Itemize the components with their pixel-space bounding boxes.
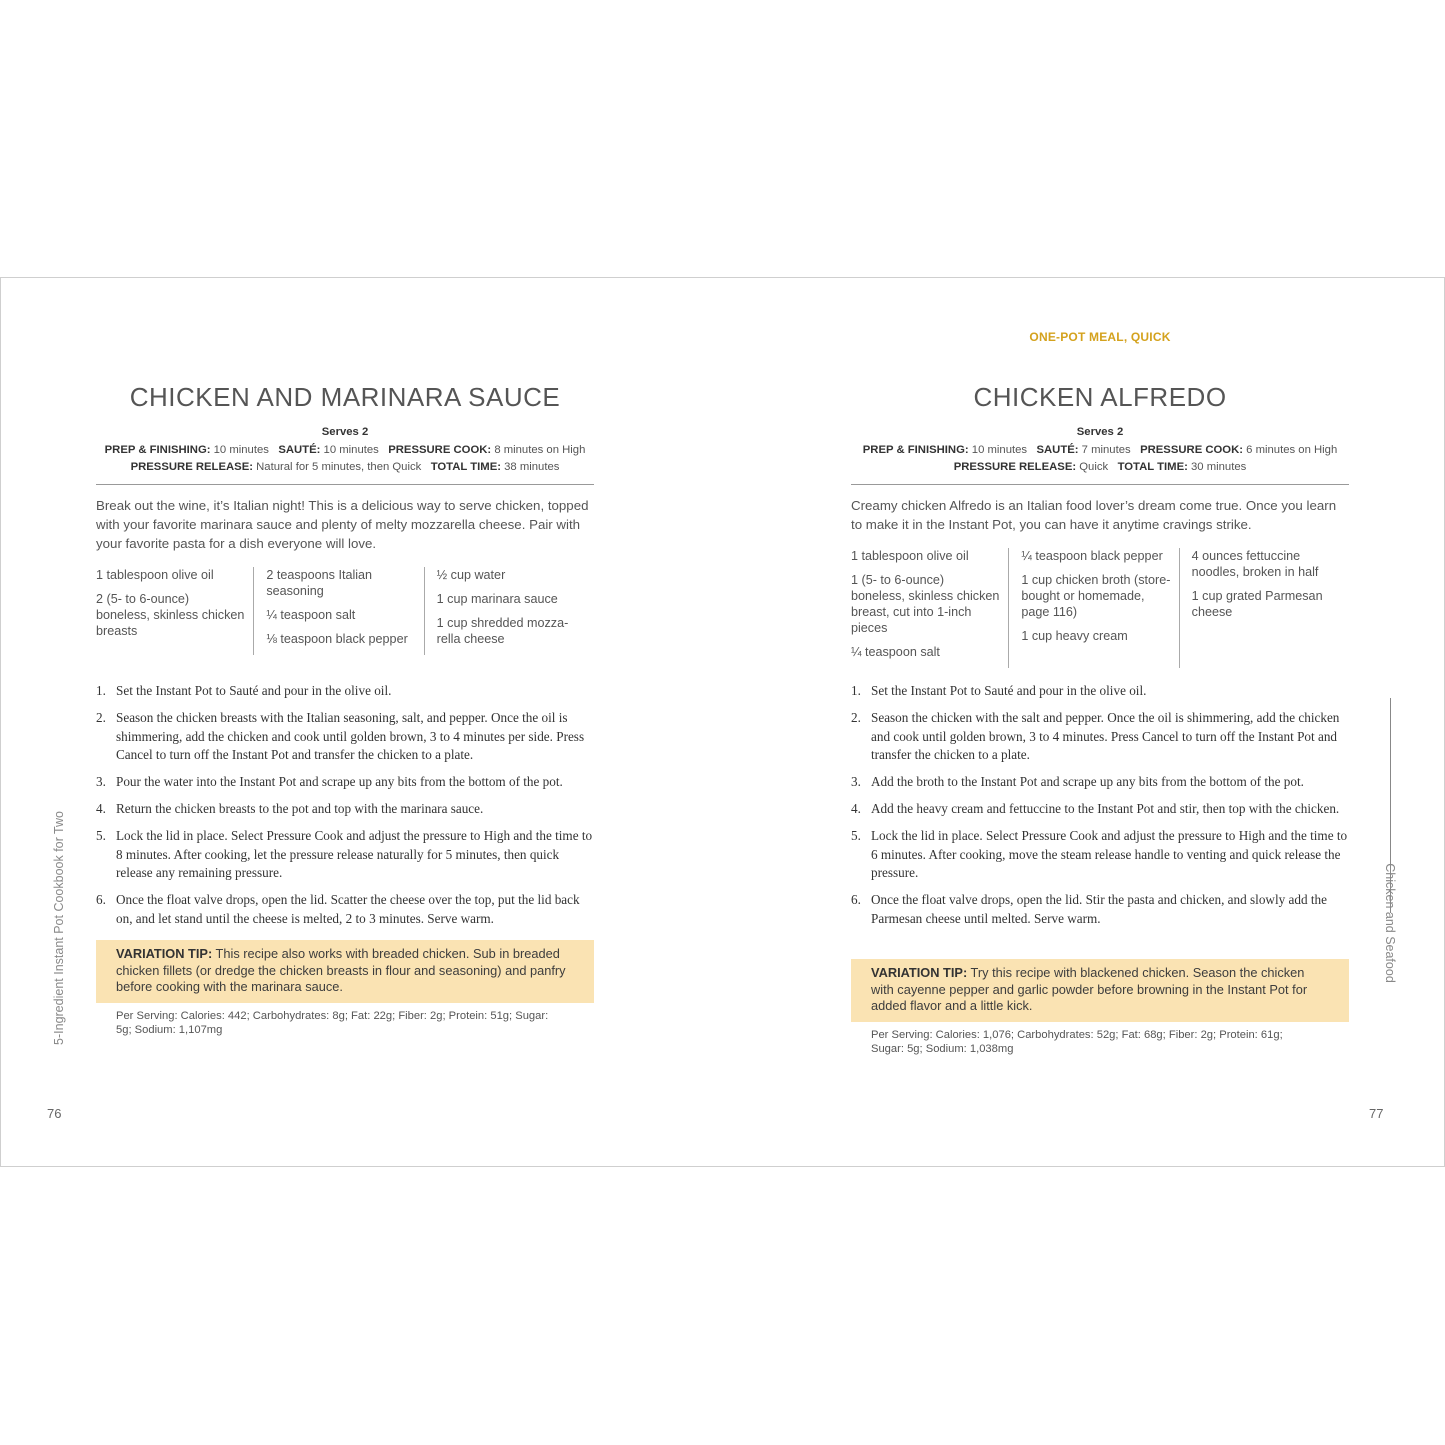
total-time-label: TOTAL TIME:: [1117, 461, 1188, 473]
instruction-step: [96, 709, 594, 765]
ingredients-column: [851, 548, 1008, 668]
step-number: 5.: [96, 827, 106, 843]
step-text: Lock the lid in place. Select Pressure Cook and adjust the pressure to High and the time to 6 minutes. After cooking, move the steam release handle to venting and quick release the pressure.: [871, 827, 1348, 881]
ingredient: 1 cup marinara sauce: [436, 592, 558, 606]
instruction-step: [851, 827, 1349, 883]
instructions: [851, 682, 1349, 937]
recipe-title: CHICKEN AND MARINARA SAUCE: [129, 382, 561, 412]
instruction-step: [851, 709, 1349, 765]
ingredient: 2 teaspoons Italian seasoning: [266, 568, 373, 598]
instruction-step: [96, 773, 594, 792]
step-text: Pour the water into the Instant Pot and scrape up any bits from the bottom of the pot.: [116, 774, 563, 790]
nutrition-info: Per Serving: Calories: 442; Carbohydrates: 8g; Fat: 22g; Fiber: 2g; Protein: 51g; Sugar: 5g; Sodium: 1,107mg: [116, 1010, 549, 1036]
step-number: 6.: [851, 892, 861, 908]
variation-tip: [96, 940, 594, 1003]
serves: Serves 2: [1076, 426, 1124, 438]
step-text: Return the chicken breasts to the pot and top with the marinara sauce.: [116, 800, 484, 816]
prep-label: PREP & FINISHING:: [104, 443, 211, 456]
step-text: Set the Instant Pot to Sauté and pour in the olive oil.: [116, 683, 392, 698]
step-number: 6.: [96, 892, 106, 908]
step-text: Season the chicken with the salt and pepper. Once the oil is shimmering, add the chicken and cook until golden brown, 3 to 4 minutes. Press Cancel to turn off the Instant Pot and transfer the chicken to a plate.: [871, 709, 1340, 763]
step-number: 3.: [851, 774, 861, 790]
step-text: Set the Instant Pot to Sauté and pour in the olive oil.: [871, 683, 1147, 698]
pressure-cook-value: 6 minutes on High: [1246, 443, 1338, 456]
pressure-release-label: PRESSURE RELEASE:: [130, 461, 253, 473]
divider: [96, 484, 594, 485]
recipe-meta: [96, 424, 594, 477]
total-time-label: TOTAL TIME:: [430, 461, 501, 473]
step-number: 1.: [96, 683, 106, 698]
ingredient: 1 (5- to 6-ounce) boneless, skinless chicken breast, cut into 1-inch pieces: [851, 573, 1000, 635]
recipe-title: CHICKEN ALFREDO: [973, 382, 1227, 412]
recipe-intro: Break out the wine, it’s Italian night! This is a delicious way to serve chicken, topped with your favorite marinara sauce and plenty of melty mozzarella cheese. Pair with your favorite pasta for a dish everyone will love.: [96, 498, 589, 551]
step-number: 4.: [96, 800, 106, 816]
saute-label: SAUTÉ:: [1036, 443, 1079, 456]
step-text: Lock the lid in place. Select Pressure Cook and adjust the pressure to High and the time to 8 minutes. After cooking, let the pressure release naturally for 5 minutes, then quick release any remaining pressure.: [116, 827, 593, 881]
meta-line-2: [851, 459, 1349, 477]
ingredients-list: [851, 548, 1349, 668]
prep-label: PREP & FINISHING:: [862, 443, 969, 456]
step-text: Add the broth to the Instant Pot and scrape up any bits from the bottom of the pot.: [871, 774, 1304, 790]
ingredient: 1 tablespoon olive oil: [96, 568, 214, 582]
ingredient: 1 cup shredded mozza-rella cheese: [436, 616, 569, 646]
step-text: Add the heavy cream and fettuccine to the Instant Pot and stir, then top with the chicken.: [871, 800, 1340, 816]
ingredient: 1 cup chicken broth (store-bought or homemade, page 116): [1021, 573, 1171, 619]
recipe-intro: Creamy chicken Alfredo is an Italian food lover’s dream come true. Once you learn to make it in the Instant Pot, you can have it anytime cravings strike.: [851, 498, 1337, 532]
ingredients-column: [253, 567, 423, 655]
running-head: Chicken and Seafood: [1383, 863, 1397, 983]
saute-value: 7 minutes: [1081, 443, 1131, 456]
instruction-step: [96, 682, 594, 701]
tip-text: This recipe also works with breaded chicken. Sub in breaded chicken fillets (or dredge the chicken breasts in flour and seasoning) and panfry before cooking with the marinara sauce.: [116, 946, 566, 994]
step-text: Once the float valve drops, open the lid. Scatter the cheese over the top, put the lid back on, and let stand until the cheese is melted, 2 to 3 minutes. Serve warm.: [116, 892, 580, 926]
pressure-release-label: PRESSURE RELEASE:: [953, 461, 1077, 473]
saute-label: SAUTÉ:: [278, 443, 321, 456]
saute-value: 10 minutes: [323, 443, 379, 456]
instruction-step: [851, 682, 1349, 701]
step-number: 4.: [851, 800, 861, 816]
left-page: [1, 278, 723, 1166]
variation-tip: [851, 959, 1349, 1022]
recipe-meta: [851, 424, 1349, 477]
total-time-value: 38 minutes: [504, 461, 560, 473]
prep-value: 10 minutes: [971, 443, 1028, 456]
instruction-step: [851, 891, 1349, 929]
meta-line-1: [851, 442, 1349, 460]
total-time-value: 30 minutes: [1191, 461, 1247, 473]
serves: Serves 2: [321, 426, 369, 438]
pressure-release-value: Quick: [1079, 461, 1109, 473]
step-number: 2.: [96, 709, 106, 725]
ingredient: 1 cup heavy cream: [1021, 629, 1128, 643]
ingredient: 2 (5- to 6-ounce) boneless, skinless chicken breasts: [96, 592, 245, 638]
nutrition-info: Per Serving: Calories: 1,076; Carbohydrates: 52g; Fat: 68g; Fiber: 2g; Protein: 61g; Sugar: 5g; Sodium: 1,038mg: [871, 1029, 1283, 1055]
divider: [851, 484, 1349, 485]
tip-label: VARIATION TIP:: [871, 965, 968, 980]
book-spread: [0, 277, 1445, 1167]
recipe-tag: ONE-POT MEAL, QUICK: [1029, 330, 1171, 344]
step-number: 3.: [96, 774, 106, 790]
instruction-step: [96, 800, 594, 819]
ingredient: ⅛ teaspoon black pepper: [266, 632, 408, 646]
ingredient: 1 tablespoon olive oil: [851, 549, 969, 563]
step-text: Season the chicken breasts with the Italian seasoning, salt, and pepper. Once the oil is shimmering, add the chicken and cook until golden brown, 3 to 4 minutes per side. Press Cancel to turn off the Instant Pot and transfer the chicken to a plate.: [116, 709, 585, 763]
tip-label: VARIATION TIP:: [116, 946, 213, 961]
instruction-step: [96, 891, 594, 929]
meta-line-1: [96, 442, 594, 460]
instructions: [96, 682, 594, 937]
pressure-release-value: Natural for 5 minutes, then Quick: [256, 461, 422, 473]
ingredients-list: [96, 567, 594, 655]
pressure-cook-value: 8 minutes on High: [494, 443, 586, 456]
step-text: Once the float valve drops, open the lid. Stir the pasta and chicken, and slowly add the Parmesan cheese until melted. Serve warm.: [871, 892, 1327, 926]
ingredient: 4 ounces fettuccine noodles, broken in half: [1191, 549, 1319, 579]
ingredients-column: [1179, 548, 1349, 668]
instruction-step: [851, 800, 1349, 819]
pressure-cook-label: PRESSURE COOK:: [388, 443, 492, 456]
step-number: 2.: [851, 709, 861, 725]
instruction-step: [851, 773, 1349, 792]
step-number: 5.: [851, 827, 861, 843]
instruction-step: [96, 827, 594, 883]
ingredients-column: [424, 567, 594, 655]
ingredient: ¼ teaspoon salt: [851, 645, 940, 659]
step-number: 1.: [851, 683, 861, 698]
ingredient: ½ cup water: [436, 568, 506, 582]
ingredient: ¼ teaspoon salt: [266, 608, 356, 622]
page-number: 76: [47, 1106, 62, 1121]
page-number: 77: [1369, 1106, 1384, 1121]
ingredients-column: [96, 567, 253, 655]
prep-value: 10 minutes: [213, 443, 269, 456]
ingredients-column: [1008, 548, 1178, 668]
running-head: 5-Ingredient Instant Pot Cookbook for Two: [52, 811, 66, 1045]
pressure-cook-label: PRESSURE COOK:: [1140, 443, 1244, 456]
right-page: [723, 278, 1444, 1166]
tip-text: Try this recipe with blackened chicken. Season the chicken with cayenne pepper and garlic powder before browning in the Instant Pot for added flavor and a little kick.: [871, 965, 1308, 1013]
ingredient: ¼ teaspoon black pepper: [1021, 549, 1163, 563]
ingredient: 1 cup grated Parmesan cheese: [1191, 589, 1323, 619]
meta-line-2: [96, 459, 594, 477]
